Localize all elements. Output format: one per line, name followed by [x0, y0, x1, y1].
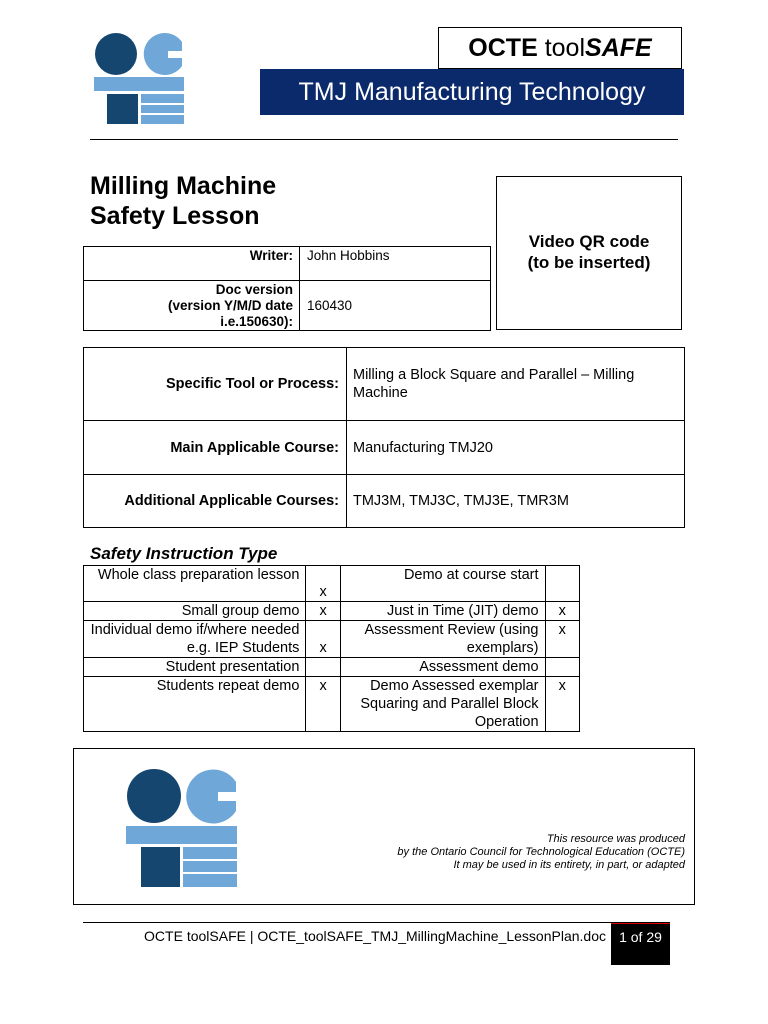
safety-left-mark: x	[306, 621, 340, 658]
brand-safe: SAFE	[585, 33, 652, 62]
table-row	[84, 658, 580, 677]
safety-right-mark: x	[545, 677, 579, 732]
qr-line-1: Video QR code	[528, 232, 650, 251]
safety-right-mark: x	[545, 621, 579, 658]
credit-box	[73, 748, 695, 905]
footer-filename: OCTE toolSAFE | OCTE_toolSAFE_TMJ_MillingMachine_LessonPlan.doc	[144, 928, 606, 944]
tool-value: Milling a Block Square and Parallel – Milling Machine	[347, 348, 685, 421]
safety-right-mark: x	[545, 602, 579, 621]
credit-line-2: by the Ontario Council for Technological Education (OCTE)	[397, 846, 685, 858]
version-label-2: (version Y/M/D date	[167, 298, 293, 313]
credit-text	[397, 833, 685, 872]
safety-left-mark	[306, 658, 340, 677]
writer-label: Writer:	[84, 247, 300, 281]
safety-heading: Safety Instruction Type	[90, 544, 278, 563]
table-row	[84, 621, 580, 658]
safety-right-label: Demo at course start	[340, 566, 545, 602]
page-title	[90, 171, 470, 231]
header-divider	[90, 139, 678, 140]
additional-row	[84, 475, 685, 528]
brand-bold: OCTE	[468, 33, 538, 62]
program-banner: TMJ Manufacturing Technology	[260, 69, 684, 115]
course-label: Main Applicable Course:	[84, 421, 347, 475]
additional-value: TMJ3M, TMJ3C, TMJ3E, TMR3M	[347, 475, 685, 528]
footer-divider	[83, 922, 670, 923]
safety-right-mark	[545, 566, 579, 602]
title-line-1: Milling Machine	[90, 172, 277, 200]
course-info-table	[83, 347, 685, 528]
title-line-2: Safety Lesson	[90, 202, 260, 230]
page-number: 1 of 29	[611, 923, 670, 965]
version-value: 160430	[300, 281, 491, 331]
safety-left-label: Student presentation	[84, 658, 306, 677]
safety-left-mark: x	[306, 677, 340, 732]
octe-logo-large	[126, 769, 238, 889]
safety-left-label: Small group demo	[84, 602, 306, 621]
safety-left-label: Individual demo if/where needed e.g. IEP Students	[84, 621, 306, 658]
brand-tool: tool	[544, 33, 586, 62]
credit-line-3: It may be used in its entirety, in part, or adapted	[453, 859, 685, 871]
qr-placeholder	[496, 176, 682, 330]
tool-label: Specific Tool or Process:	[84, 348, 347, 421]
tool-row	[84, 348, 685, 421]
safety-left-label: Students repeat demo	[84, 677, 306, 732]
course-row	[84, 421, 685, 475]
version-label-1: Doc version	[215, 282, 293, 297]
writer-value: John Hobbins	[300, 247, 491, 281]
qr-line-2: (to be inserted)	[527, 253, 651, 272]
table-row	[84, 677, 580, 732]
writer-table	[83, 246, 491, 331]
safety-left-mark: x	[306, 602, 340, 621]
safety-right-label: Just in Time (JIT) demo	[340, 602, 545, 621]
credit-line-1: This resource was produced	[546, 833, 685, 845]
writer-row	[84, 247, 491, 281]
additional-label: Additional Applicable Courses:	[84, 475, 347, 528]
safety-left-mark: x	[306, 566, 340, 602]
version-row	[84, 281, 491, 331]
safety-right-mark	[545, 658, 579, 677]
table-row	[84, 566, 580, 602]
version-label-3: i.e.150630):	[220, 314, 293, 329]
version-label	[84, 281, 300, 331]
safety-right-label: Assessment Review (using exemplars)	[340, 621, 545, 658]
safety-right-label: Demo Assessed exemplar Squaring and Parallel Block Operation	[340, 677, 545, 732]
octe-logo	[94, 33, 186, 125]
safety-left-label: Whole class preparation lesson	[84, 566, 306, 602]
safety-table	[83, 565, 580, 732]
table-row	[84, 602, 580, 621]
brand-title	[438, 27, 682, 69]
course-value: Manufacturing TMJ20	[347, 421, 685, 475]
safety-right-label: Assessment demo	[340, 658, 545, 677]
